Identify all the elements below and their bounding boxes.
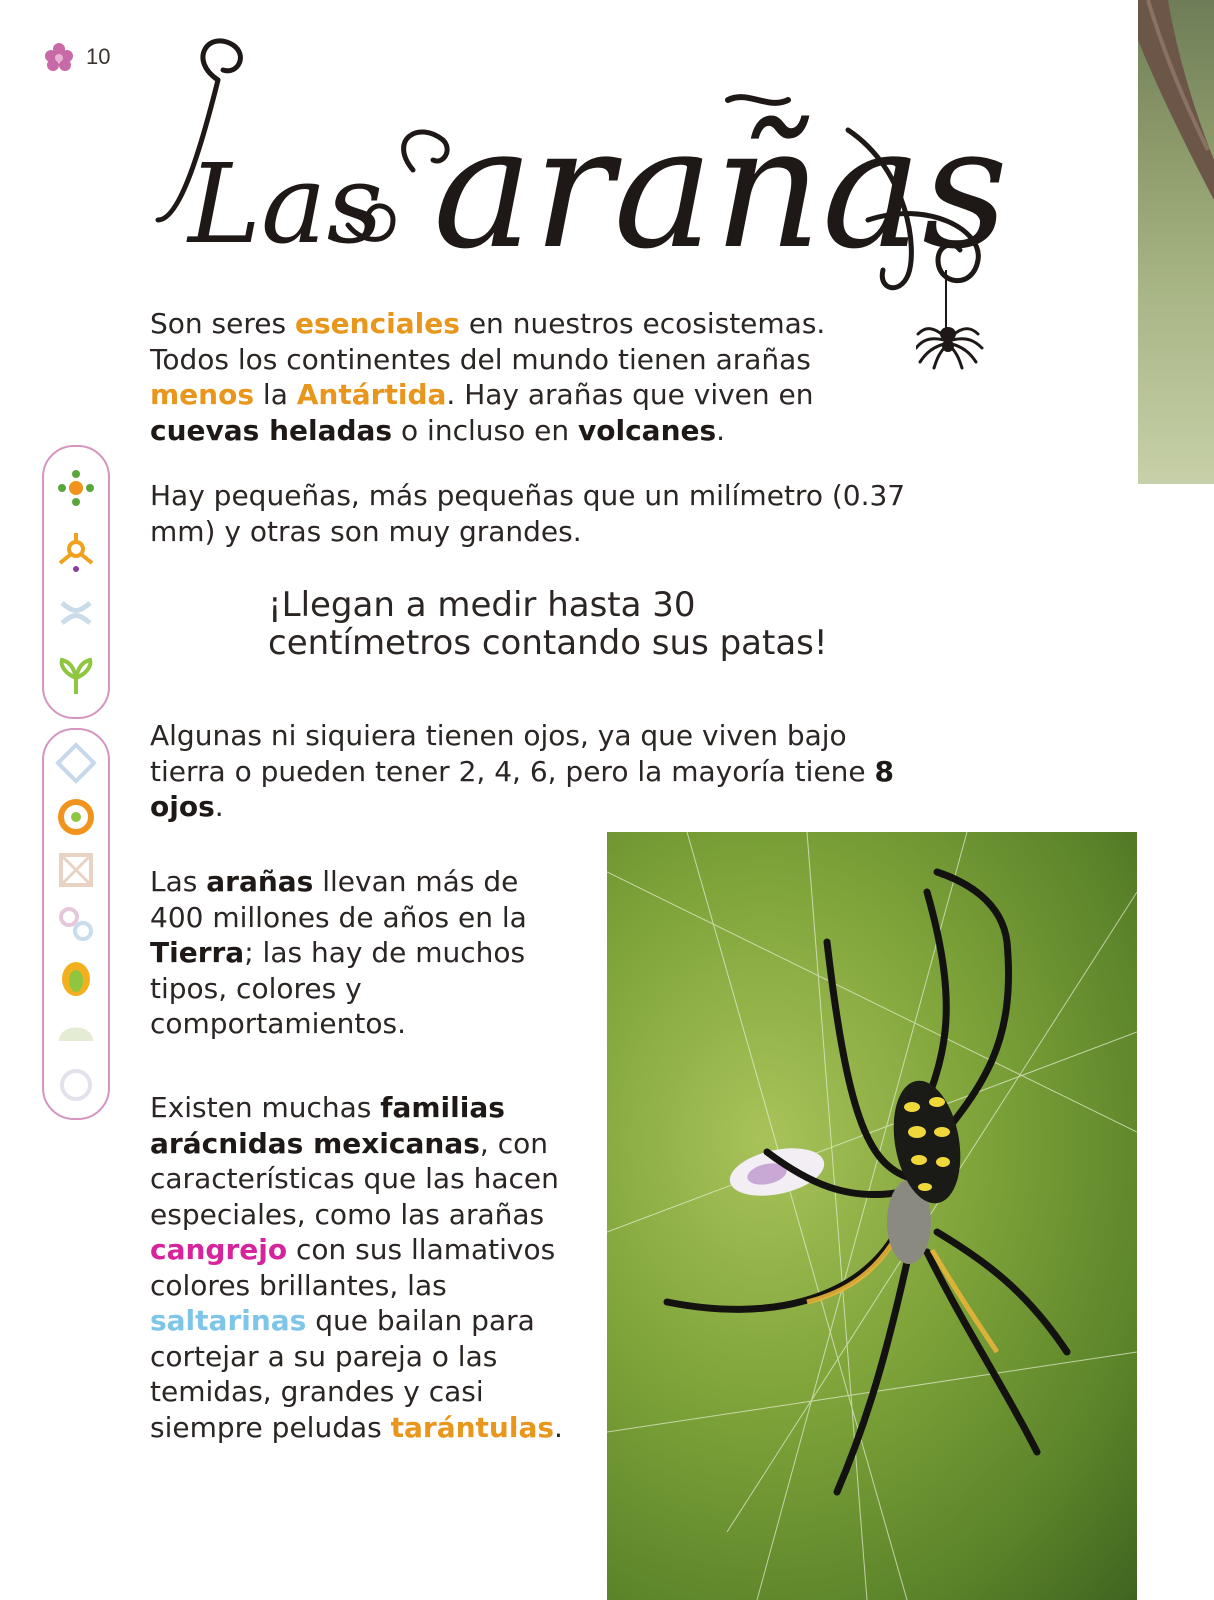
spider-photo	[607, 832, 1137, 1600]
branch-shape	[1138, 0, 1214, 484]
callout-text	[268, 586, 828, 662]
title-word-las: Las	[188, 140, 384, 268]
faded-circle-symbol-icon	[55, 1064, 97, 1106]
page-number	[42, 40, 110, 74]
intro-paragraph: Son seres esenciales en nuestros ecosistemas. Todos los continentes del mundo tienen arañas menos la Antártida. Hay arañas que viven en cuevas heladas o incluso en volcanes.	[150, 307, 826, 447]
flower-icon	[42, 40, 76, 74]
sidebar-symbols-top	[42, 445, 110, 719]
green-sprout-symbol-icon	[54, 654, 98, 698]
spider-icon	[916, 270, 986, 380]
bold-cuevas-heladas: cuevas heladas	[150, 413, 393, 447]
faded-diamond-symbol-icon	[55, 742, 97, 784]
yellow-leaf-symbol-icon	[55, 957, 97, 999]
highlight-menos: menos	[150, 378, 255, 411]
callout-line-2: centímetros contando sus patas!	[268, 623, 828, 663]
spider-photo-illustration	[607, 832, 1137, 1600]
sun-figure-symbol-icon	[54, 529, 98, 573]
highlight-antartida: Antártida	[296, 378, 447, 411]
sidebar-symbols-bottom	[42, 728, 110, 1120]
history-paragraph: Las arañas llevan más de 400 millones de años en la Tierra; las hay de muchos tipos, colores y comportamientos.	[150, 865, 527, 1040]
faded-dome-symbol-icon	[55, 1011, 97, 1053]
sizes-paragraph: Hay pequeñas, más pequeñas que un milímetro (0.37 mm) y otras son muy grandes.	[150, 479, 906, 548]
highlight-esenciales: esenciales	[294, 307, 460, 340]
bold-aranas: arañas	[206, 865, 314, 898]
title-word-aranas: arañas	[433, 90, 1009, 286]
eyes-paragraph: Algunas ni siquiera tienen ojos, ya que viven bajo tierra o pueden tener 2, 4, 6, pero la mayoría tiene 8 ojos.	[150, 719, 895, 823]
faded-chain-symbol-icon	[55, 903, 97, 945]
page-title	[148, 20, 1028, 310]
faded-square-symbol-icon	[55, 849, 97, 891]
orange-spiral-symbol-icon	[55, 796, 97, 838]
highlight-tarantulas: tarántulas	[390, 1410, 555, 1444]
bold-8-ojos: 8 ojos	[150, 754, 895, 823]
highlight-cangrejo: cangrejo	[150, 1233, 288, 1266]
highlight-saltarinas: saltarinas	[150, 1304, 307, 1337]
bold-volcanes: volcanes	[577, 413, 717, 447]
orange-flower-symbol-icon	[54, 466, 98, 510]
families-paragraph: Existen muchas familias arácnidas mexicanas, con características que las hacen especiales, como las arañas cangrejo con sus llamativos colores brillantes, las saltarinas que bailan para cortejar a su pareja o las temidas, grandes y casi siempre peludas tarántulas.	[150, 1091, 563, 1444]
page-number-text: 10	[86, 44, 111, 69]
branch-photo	[1138, 0, 1214, 484]
callout-line-1: ¡Llegan a medir hasta 30	[268, 585, 696, 625]
bold-tierra: Tierra	[150, 936, 245, 969]
faded-knot-symbol-icon	[54, 591, 98, 635]
bold-familias-aracnidas: familias arácnidas mexicanas	[150, 1091, 505, 1160]
